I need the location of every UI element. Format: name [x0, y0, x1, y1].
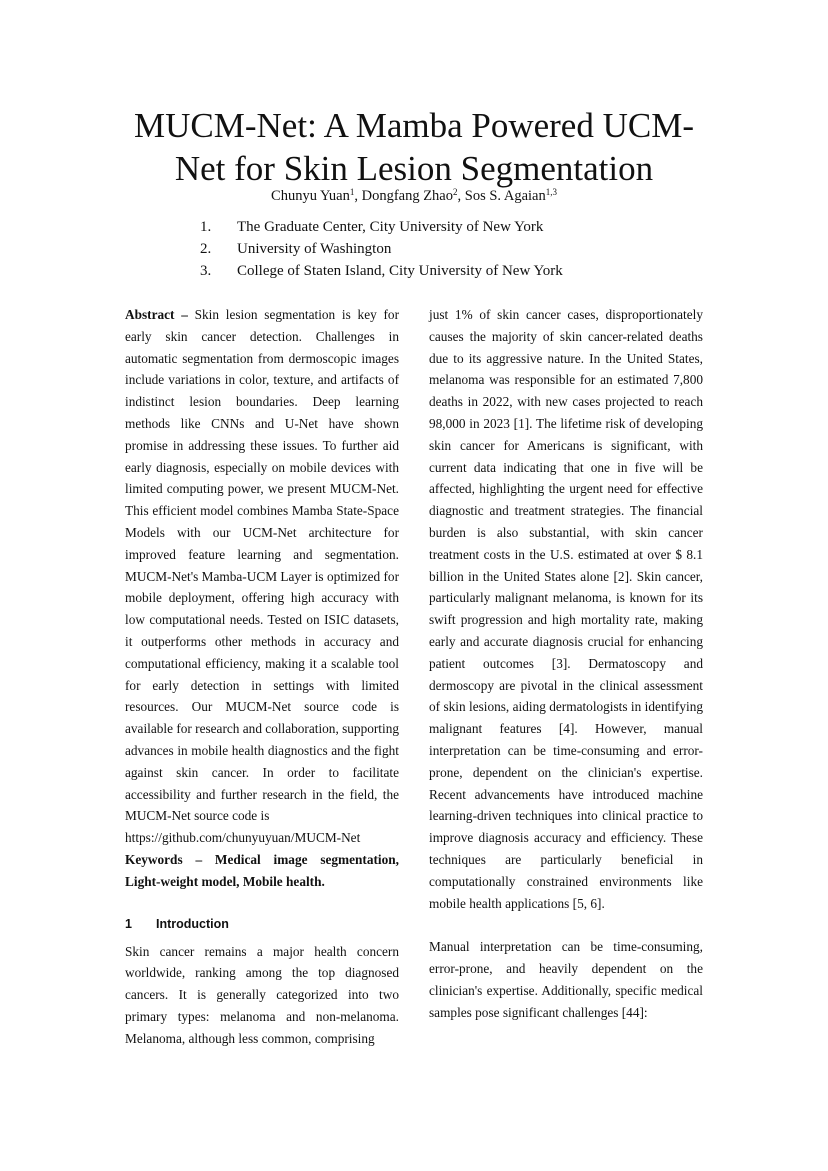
intro-paragraph-left: Skin cancer remains a major health concern worldwide, ranking among the top diagnosed cancers. It is generally categorized into two primary types: melanoma and non-melanoma. Melanoma, although less common, comprising: [125, 943, 399, 1046]
affiliation-number: 2.: [200, 240, 212, 257]
right-column: [429, 304, 703, 1024]
intro-paragraph-right-2: Manual interpretation can be time-consuming, error-prone, and heavily dependent on the clinician's expertise. Additionally, specific medical samples pose significant challenges [44]:: [429, 939, 703, 1020]
author-separator: ,: [457, 188, 465, 204]
author-affiliation-mark: 1: [349, 187, 355, 197]
title-line-2: Net for Skin Lesion Segmentation: [174, 149, 654, 188]
author-name: Chunyu Yuan: [271, 188, 350, 204]
intro-paragraph-right-1: just 1% of skin cancer cases, disproportionately causes the majority of skin cancer-related deaths due to its aggressive nature. In the United States, melanoma was responsible for an estimated 7,800 deaths in 2022, with new cases projected to reach 98,000 in 2023 [1]. The lifetime risk of developing skin cancer for Americans is significant, with current data indicating that one in five will be affected, highlighting the urgent need for effective diagnostic and treatment strategies. The financial burden is also substantial, with skin cancer treatment costs in the U.S. estimated at over $ 8.1 billion in the United States alone [2]. Skin cancer, particularly malignant melanoma, is known for its swift progression and high mortality rate, making early and accurate diagnosis crucial for enhancing patient outcomes [3]. Dermatoscopy and dermoscopy are pivotal in the clinical assessment of skin lesions, aiding dermatologists in identifying malignant features [4]. However, manual interpretation can be time-consuming and error-prone, dependent on the clinician's expertise. Recent advancements have introduced machine learning-driven techniques into clinical practice to improve diagnosis accuracy and efficiency. These techniques are particularly beneficial in computationally constrained environments like mobile health applications [5, 6].: [429, 307, 703, 911]
affiliation-item: [200, 217, 563, 239]
section-number: 1: [125, 916, 132, 931]
paper-title: [100, 104, 728, 190]
affiliation-item: [200, 239, 563, 261]
affiliation-item: [200, 261, 563, 283]
abstract: [125, 304, 399, 827]
abstract-label: Abstract –: [125, 307, 188, 322]
author-separator: ,: [354, 188, 362, 204]
keywords: Keywords – Medical image segmentation, Light-weight model, Mobile health.: [125, 851, 399, 889]
source-code-url[interactable]: https://github.com/chunyuyuan/MUCM-Net: [125, 830, 361, 846]
affiliation-text: The Graduate Center, City University of New York: [237, 219, 544, 235]
author-name: Dongfang Zhao: [361, 188, 453, 204]
left-column: [125, 304, 399, 1050]
author-name: Sos S. Agaian: [464, 188, 546, 204]
section-title: Introduction: [156, 916, 229, 931]
affiliation-text: University of Washington: [237, 240, 392, 257]
affiliation-number: 1.: [200, 219, 212, 235]
title-line-1: MUCM-Net: A Mamba Powered UCM-: [134, 106, 694, 145]
author-affiliation-mark: 1,3: [545, 187, 557, 197]
author-list: [100, 186, 728, 206]
author-affiliation-mark: 2: [453, 187, 458, 197]
affiliation-list: [200, 217, 563, 282]
abstract-text: Skin lesion segmentation is key for early skin cancer detection. Challenges in automatic segmentation from dermoscopic images include variations in color, texture, and artifacts of indistinct lesion boundaries. Deep learning methods like CNNs and U-Net have shown promise in addressing these issues. To further aid early diagnosis, especially on mobile devices with limited computing power, we present MUCM-Net. This efficient model combines Mamba State-Space Models with our UCM-Net architecture for improved feature learning and segmentation. MUCM-Net's Mamba-UCM Layer is optimized for mobile deployment, offering high accuracy with low computational needs. Tested on ISIC datasets, it outperforms other methods in accuracy and computational efficiency, making it a scalable tool for early detection in settings with limited resources. Our MUCM-Net source code is available for research and collaboration, supporting advances in mobile health diagnostics and the fight against skin cancer. In order to facilitate accessibility and further research in the field, the MUCM-Net source code is: [125, 307, 400, 824]
affiliation-text: College of Staten Island, City University of New York: [237, 262, 563, 279]
section-heading: [125, 913, 399, 935]
affiliation-number: 3.: [200, 262, 212, 279]
